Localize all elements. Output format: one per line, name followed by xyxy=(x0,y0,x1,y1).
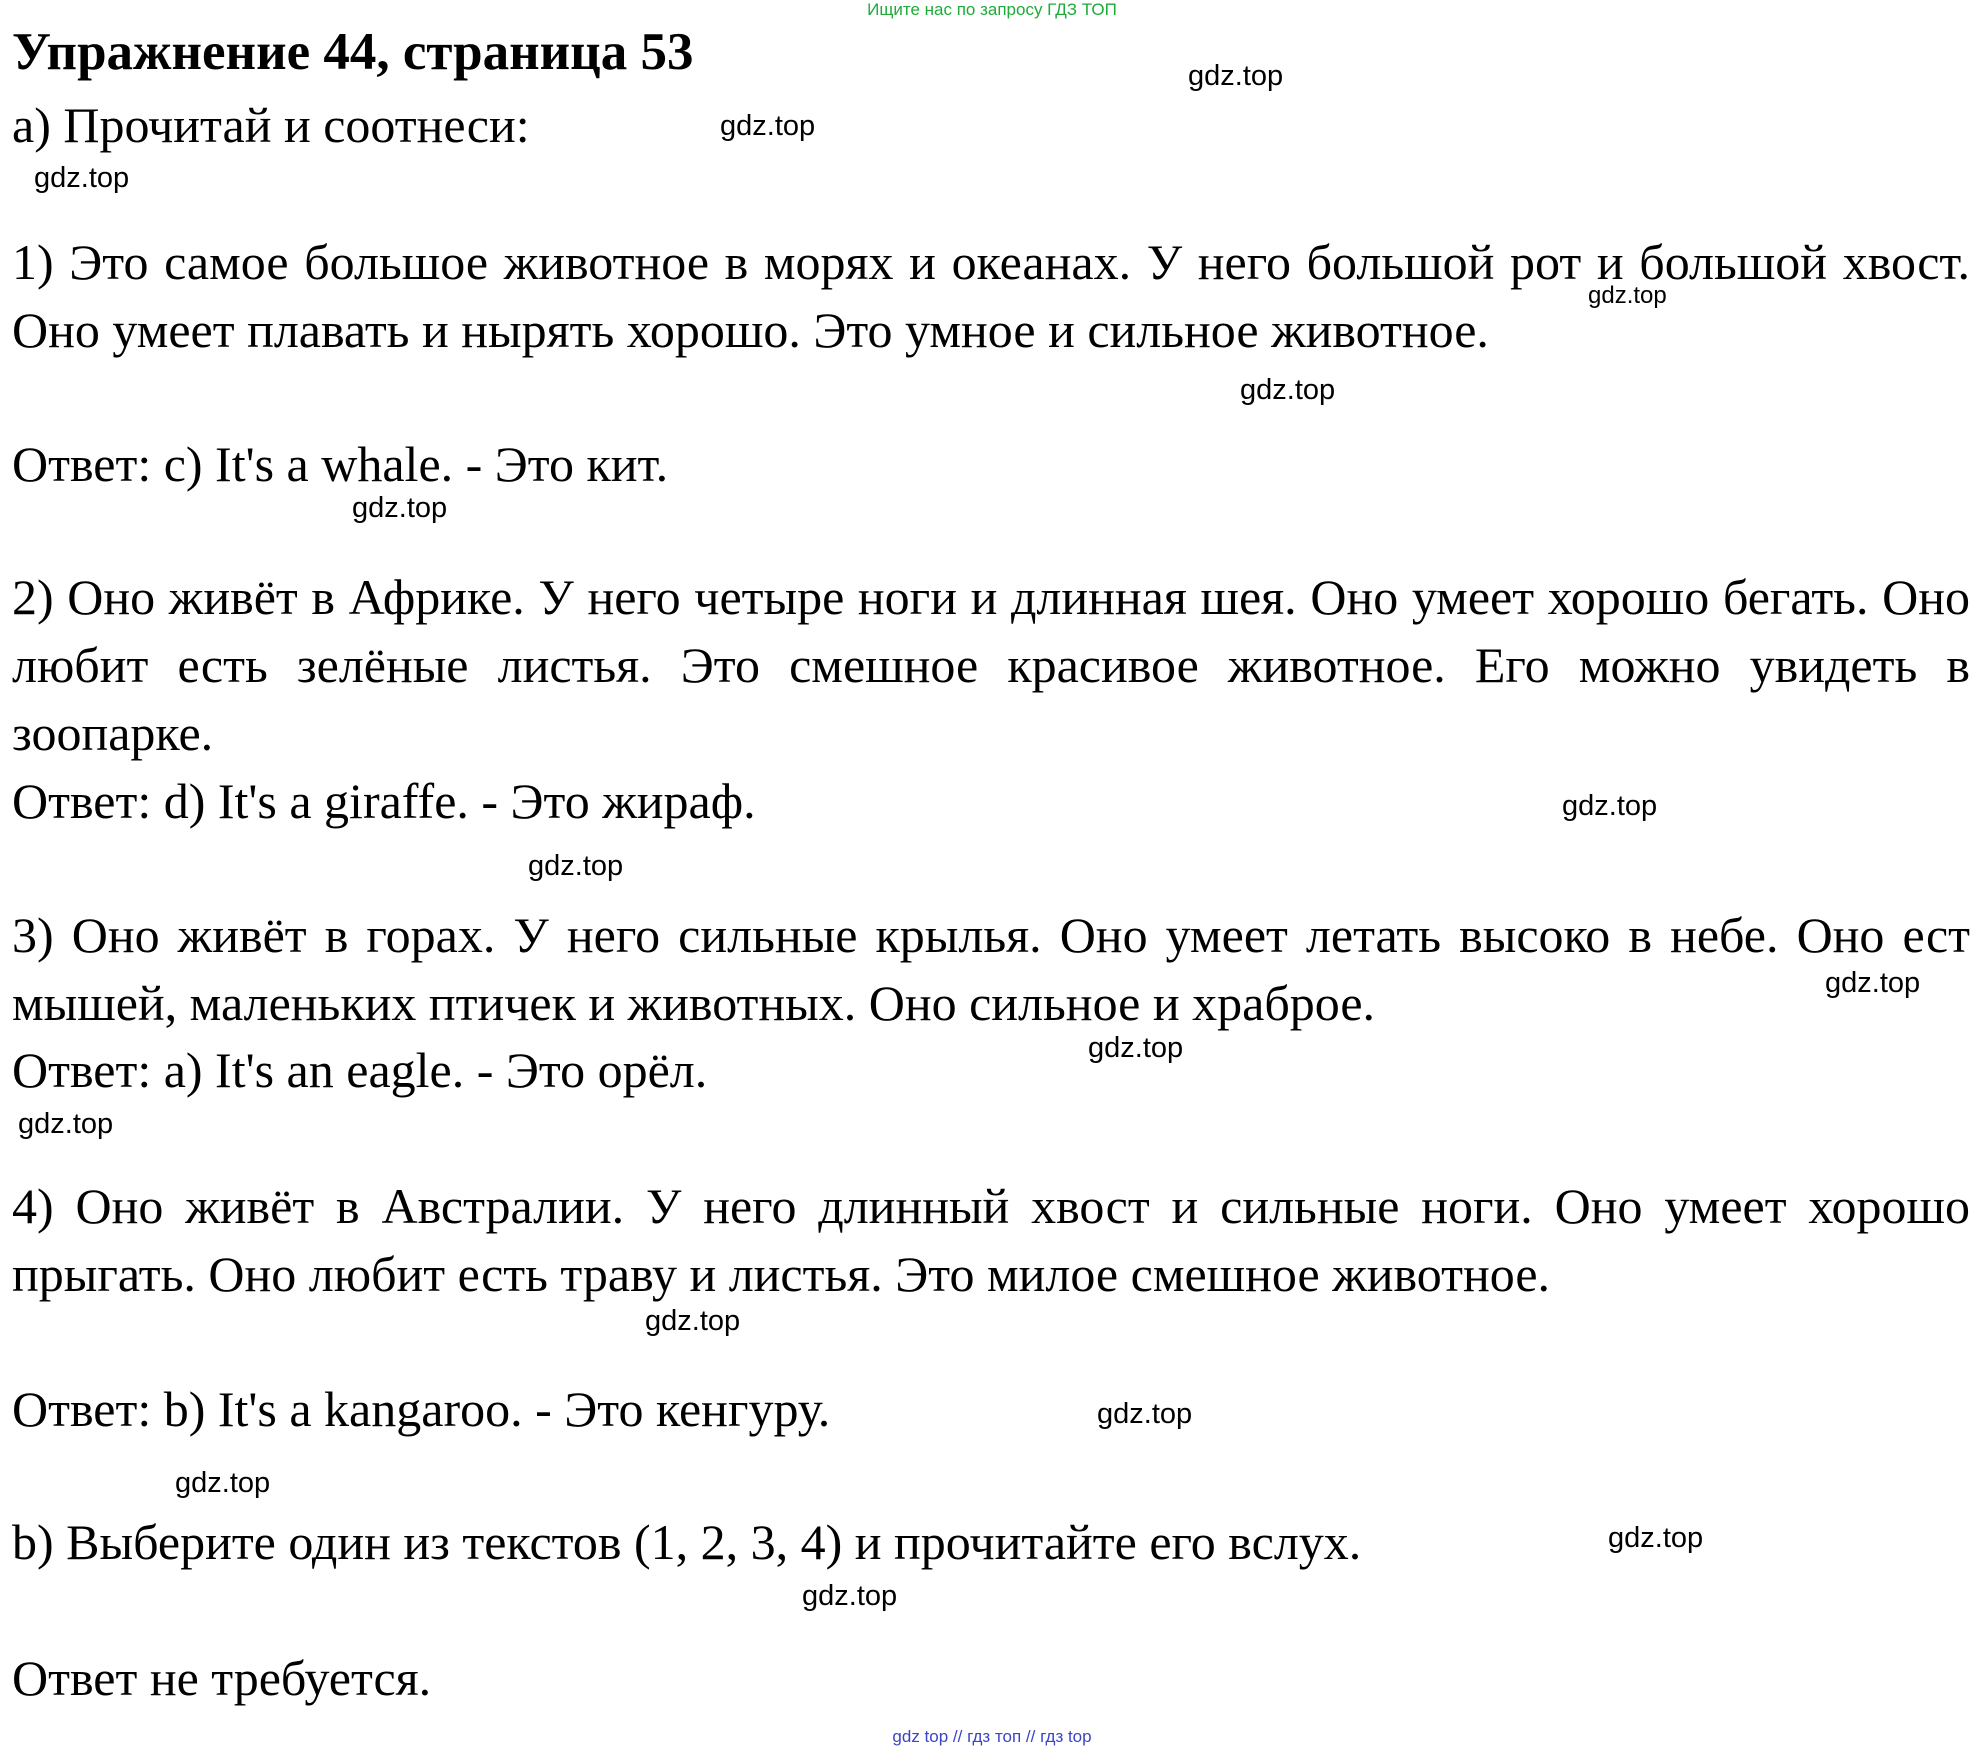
watermark: gdz.top xyxy=(645,1305,741,1337)
item-4-answer: Ответ: b) It's a kangaroo. - Это кенгуру. xyxy=(12,1381,831,1437)
watermark: gdz.top xyxy=(528,850,624,882)
watermark: gdz.top xyxy=(1825,967,1921,999)
item-3-text: 3) Оно живёт в горах. У него сильные крылья. Оно умеет летать высоко в небе. Оно ест мышей, маленьких птичек и животных. Оно сильное и храброе. xyxy=(12,907,1970,1031)
final-answer: Ответ не требуется. xyxy=(12,1650,432,1706)
watermark: gdz.top xyxy=(1240,374,1336,406)
page-title: Упражнение 44, страница 53 xyxy=(12,23,694,81)
watermark: gdz.top xyxy=(1188,60,1284,92)
watermark: gdz.top xyxy=(720,110,816,142)
part-b-task: b) Выберите один из текстов (1, 2, 3, 4) и прочитайте его вслух. xyxy=(12,1514,1362,1570)
item-4-text: 4) Оно живёт в Австралии. У него длинный хвост и сильные ноги. Оно умеет хорошо прыгать. Оно любит есть траву и листья. Это милое смешное животное. xyxy=(12,1178,1970,1302)
item-3-answer: Ответ: a) It's an eagle. - Это орёл. xyxy=(12,1042,708,1098)
top-banner: Ищите нас по запросу ГДЗ ТОП xyxy=(867,0,1117,19)
watermark: gdz.top xyxy=(1608,1522,1704,1554)
item-2-text: 2) Оно живёт в Африке. У него четыре ноги и длинная шея. Оно умеет хорошо бегать. Оно любит есть зелёные листья. Это смешное красивое животное. Его можно увидеть в зоопарке. xyxy=(12,569,1970,761)
watermark: gdz.top xyxy=(1562,790,1658,822)
part-a-heading: a) Прочитай и соотнеси: xyxy=(12,97,530,153)
watermark: gdz.top xyxy=(352,492,448,524)
watermark: gdz.top xyxy=(1097,1398,1193,1430)
watermark: gdz.top xyxy=(175,1467,271,1499)
item-1-text: 1) Это самое большое животное в морях и океанах. У него большой рот и большой хвост. Оно умеет плавать и нырять хорошо. Это умное и сильное животное. xyxy=(12,234,1970,358)
watermark: gdz.top xyxy=(802,1580,898,1612)
item-1-answer: Ответ: c) It's a whale. - Это кит. xyxy=(12,436,669,492)
item-2-answer: Ответ: d) It's a giraffe. - Это жираф. xyxy=(12,773,756,829)
watermark: gdz.top xyxy=(1588,282,1667,309)
watermark: gdz.top xyxy=(34,162,130,194)
watermark: gdz.top xyxy=(18,1108,114,1140)
footer-links: gdz top // гдз топ // гдз top xyxy=(892,1727,1092,1746)
watermark: gdz.top xyxy=(1088,1032,1184,1064)
